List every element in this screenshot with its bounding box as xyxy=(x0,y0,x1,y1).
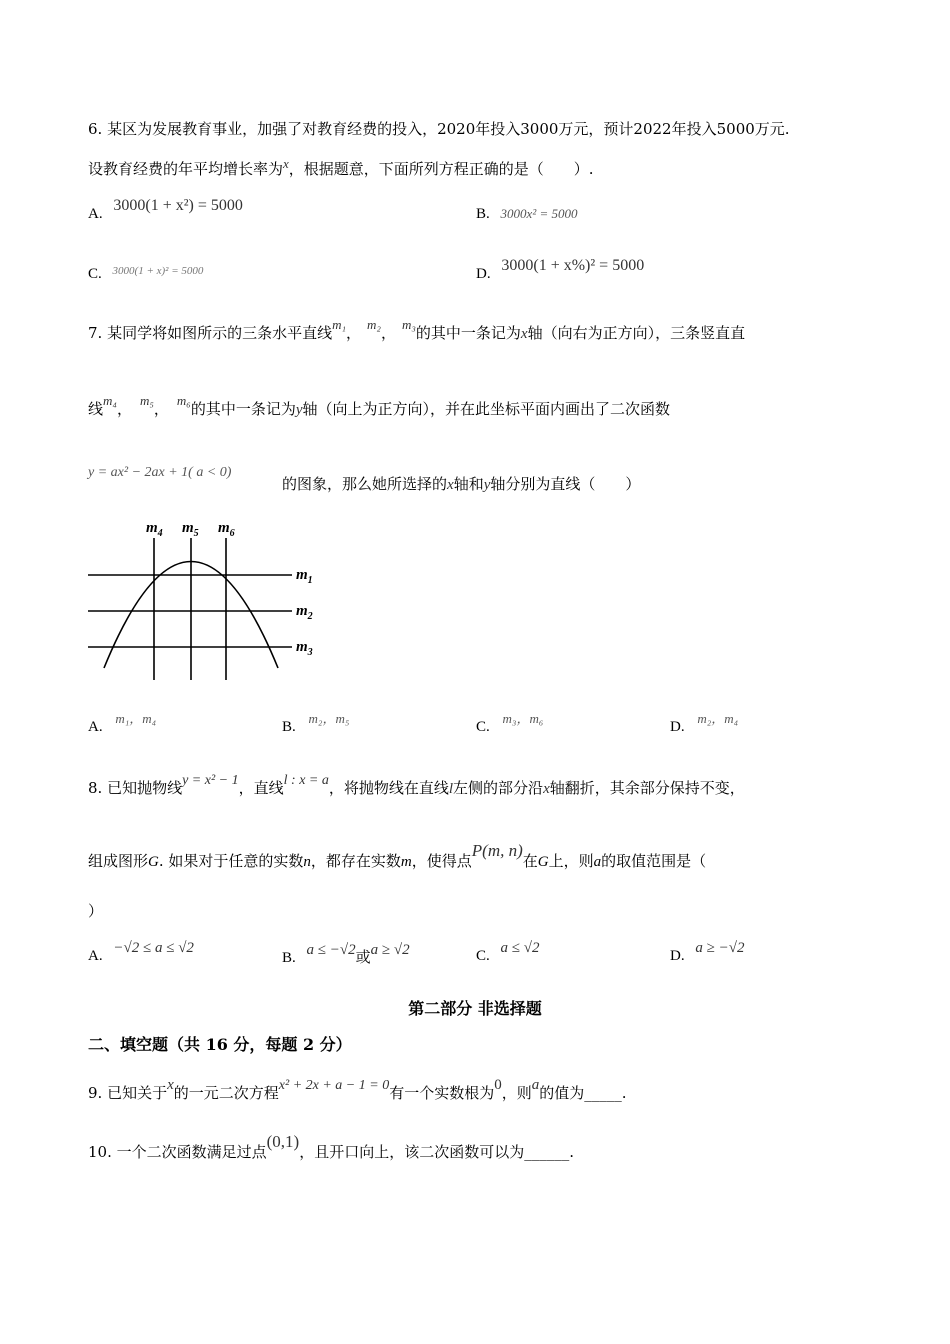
q7-sep: ， xyxy=(346,324,362,342)
option-formula: a ≥ −√2 xyxy=(695,940,745,956)
q9-text: 9. 已知关于 xyxy=(88,1084,168,1102)
q7-x: x xyxy=(447,477,454,493)
q8-option-b[interactable] xyxy=(282,942,410,967)
q8-stem-line1 xyxy=(88,773,745,798)
section-heading: 二、填空题（共 16 分，每题 2 分） xyxy=(88,1035,352,1054)
option-formula: 3000(1 + x%)² = 5000 xyxy=(501,257,645,274)
q7-text: 的其中一条记为 xyxy=(190,400,296,418)
q9-x: x xyxy=(167,1077,174,1093)
option-label: C. xyxy=(476,948,490,964)
q8-a: a xyxy=(593,854,602,870)
q9-a: a xyxy=(531,1077,540,1093)
option-formula: 3000(1 + x²) = 5000 xyxy=(113,197,243,214)
option-label: A. xyxy=(88,206,103,222)
q8-option-d[interactable] xyxy=(670,940,745,965)
q8-text: 的取值范围是（ xyxy=(601,852,707,870)
q8-text: . 如果对于任意的实数 xyxy=(158,852,304,870)
q7-func xyxy=(88,462,231,481)
q9-text: ，则 xyxy=(501,1084,532,1102)
q10-text: 10. 一个二次函数满足过点 xyxy=(88,1143,267,1161)
q8-m: m xyxy=(400,854,412,870)
label-m2: $m_2$ xyxy=(296,603,313,622)
q8-stem-line2 xyxy=(88,841,707,871)
q8-line-l: l : x = a xyxy=(283,773,329,788)
q8-option-a[interactable] xyxy=(88,940,194,965)
q9-text: 的值为_____. xyxy=(539,1084,627,1102)
q9-zero: 0 xyxy=(494,1077,502,1093)
q8-text: 上，则 xyxy=(548,852,594,870)
option-label: D. xyxy=(476,266,491,282)
q6-option-a[interactable] xyxy=(88,197,243,223)
q7-text: 的其中一条记为 xyxy=(415,324,521,342)
q8-text: ，使得点 xyxy=(411,852,472,870)
q7-sep: ， xyxy=(380,324,396,342)
q7-m4: m₄ xyxy=(103,393,117,408)
q8-G: G xyxy=(148,854,159,870)
option-label: A. xyxy=(88,719,103,735)
q8-x: x xyxy=(543,781,550,797)
label-m4: $m_4$ xyxy=(146,520,163,539)
q6-stem-line2 xyxy=(88,158,594,179)
q7-text: 线 xyxy=(88,400,104,418)
option-formula: m₃，m₆ xyxy=(502,711,544,726)
q7-function-formula: y = ax² − 2ax + 1( a < 0) xyxy=(88,465,232,480)
option-label: B. xyxy=(282,950,296,966)
q8-text: ，直线 xyxy=(238,779,284,797)
option-label: B. xyxy=(476,206,490,222)
q7-sep: ， xyxy=(153,400,169,418)
q7-option-a[interactable] xyxy=(88,711,157,736)
option-formula-2: a ≥ √2 xyxy=(370,942,410,958)
option-formula: m₂，m₄ xyxy=(697,711,739,726)
q6-option-d[interactable] xyxy=(476,257,645,283)
option-formula: a ≤ −√2 xyxy=(306,942,356,958)
option-formula: 3000x² = 5000 xyxy=(500,206,578,221)
q8-stem-line3: ） xyxy=(88,902,104,920)
label-m1: $m_1$ xyxy=(296,567,313,586)
option-formula: a ≤ √2 xyxy=(500,940,540,956)
q9-stem xyxy=(88,1077,627,1103)
q9-text: 有一个实数根为 xyxy=(389,1084,495,1102)
q7-m2: m₂ xyxy=(367,317,381,332)
q10-text: ，且开口向上，该二次函数可以为______. xyxy=(299,1143,574,1161)
q6-stem-line1: 6. 某区为发展教育事业，加强了对教育经费的投入，2020年投入3000万元，预计2022年投入5000万元. xyxy=(88,120,790,138)
q7-text: 轴（向右为正方向），三条竖直直 xyxy=(527,324,746,342)
q7-y: y xyxy=(295,402,303,418)
q9-equation: x² + 2x + a − 1 = 0 xyxy=(278,1078,390,1093)
q8-text: ，将抛物线在直线 xyxy=(328,779,449,797)
option-formula: m₂，m₅ xyxy=(308,711,350,726)
option-label: B. xyxy=(282,719,296,735)
q7-figure xyxy=(80,510,340,690)
q7-stem-line2 xyxy=(88,393,671,419)
q6-text: 设教育经费的年平均增长率为 xyxy=(88,160,284,178)
q8-text: 左侧的部分沿 xyxy=(453,779,544,797)
q7-text: 轴分别为直线（ ） xyxy=(490,475,641,493)
label-m3: $m_3$ xyxy=(296,639,313,658)
q7-m5: m₅ xyxy=(139,393,154,408)
q7-text: 轴和 xyxy=(453,475,484,493)
option-connector: 或 xyxy=(355,948,371,966)
q7-m1: m₁ xyxy=(332,317,347,332)
q7-stem-line1 xyxy=(88,317,746,343)
q8-text: ，都存在实数 xyxy=(310,852,401,870)
option-label: A. xyxy=(88,948,103,964)
q7-m3: m₃ xyxy=(401,317,416,332)
q6-var-x: x xyxy=(283,156,289,171)
q7-x: x xyxy=(520,326,528,342)
q9-text: 的一元二次方程 xyxy=(173,1084,279,1102)
q8-text: 8. 已知抛物线 xyxy=(88,779,183,797)
q7-text: 轴（向上为正方向），并在此坐标平面内画出了二次函数 xyxy=(302,400,671,418)
label-m6: $m_6$ xyxy=(218,520,235,539)
q8-G: G xyxy=(537,854,549,870)
option-label: C. xyxy=(476,719,490,735)
q7-option-d[interactable] xyxy=(670,711,739,736)
q8-parabola: y = x² − 1 xyxy=(182,773,239,788)
q7-sep: ， xyxy=(116,400,132,418)
q8-text: 组成图形 xyxy=(88,852,149,870)
label-m5: $m_5$ xyxy=(182,520,199,539)
q6-text: ，根据题意，下面所列方程正确的是（ ）. xyxy=(288,160,594,178)
q8-text: 轴翻折，其余部分保持不变， xyxy=(549,779,745,797)
option-label: D. xyxy=(670,948,685,964)
option-formula: −√2 ≤ a ≤ √2 xyxy=(113,940,194,956)
option-formula: 3000(1 + x)² = 5000 xyxy=(112,265,204,277)
option-formula: m₁，m₄ xyxy=(115,711,157,726)
q7-stem-line3 xyxy=(282,473,640,494)
q8-l: l xyxy=(448,781,454,797)
q7-text: 的图象，那么她所选择的 xyxy=(282,475,448,493)
q8-point: P(m, n) xyxy=(471,841,523,860)
q10-point: (0,1) xyxy=(266,1132,300,1151)
q7-y: y xyxy=(483,477,491,493)
option-label: D. xyxy=(670,719,685,735)
q7-option-b[interactable] xyxy=(282,711,350,736)
part2-title: 第二部分 非选择题 xyxy=(408,999,542,1018)
q6-option-c[interactable] xyxy=(88,264,203,283)
q8-n: n xyxy=(303,854,311,870)
q7-m6: m₆ xyxy=(176,393,191,408)
q10-stem xyxy=(88,1132,574,1162)
q7-text: 7. 某同学将如图所示的三条水平直线 xyxy=(88,324,333,342)
q8-option-c[interactable] xyxy=(476,940,540,965)
option-label: C. xyxy=(88,266,102,282)
q7-option-c[interactable] xyxy=(476,711,544,736)
q6-option-b[interactable] xyxy=(476,204,578,223)
q8-text: 在 xyxy=(522,852,538,870)
